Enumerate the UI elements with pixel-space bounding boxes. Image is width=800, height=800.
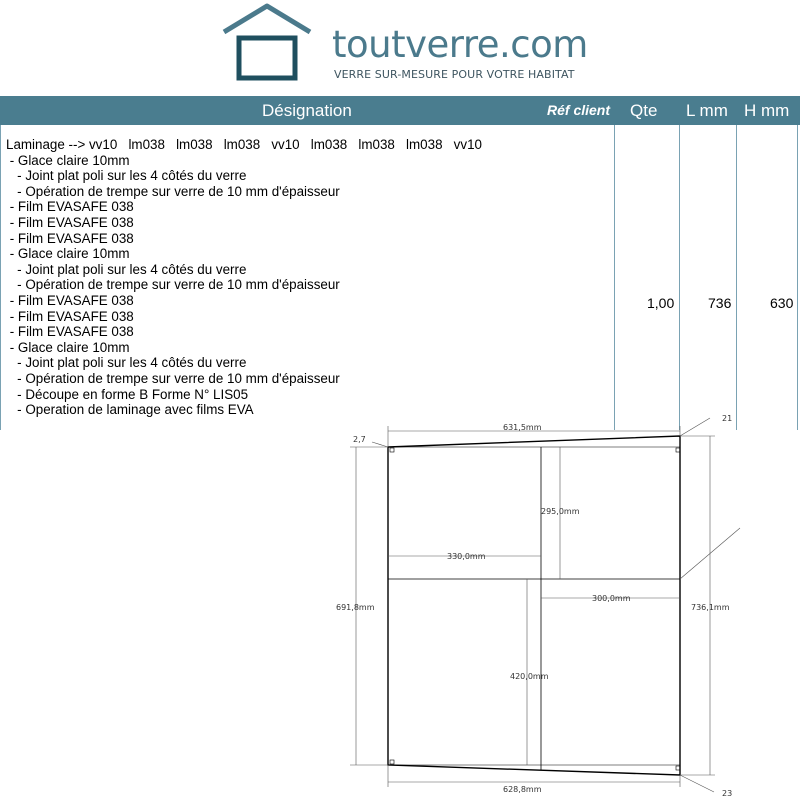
description-line: - Film EVASAFE 038	[6, 292, 134, 308]
description-line: - Film EVASAFE 038	[6, 199, 134, 215]
dim-corner-br: 23	[722, 789, 733, 798]
dim-left-height: 691,8mm	[336, 603, 375, 612]
brand-name: toutverre.com	[332, 23, 588, 66]
description-line: - Opération de trempe sur verre de 10 mm d'épaisseur	[6, 277, 340, 293]
dim-upper-section: 295,0mm	[541, 507, 580, 516]
header-l-mm: L mm	[686, 101, 728, 120]
dim-left-offset: 330,0mm	[447, 552, 486, 561]
header-ref-client: Réf client	[547, 102, 611, 118]
description-line: - Glace claire 10mm	[6, 246, 130, 262]
description-line: Laminage --> vv10 lm038 lm038 lm038 vv10 lm038 lm038 lm038 vv10	[6, 137, 482, 152]
description-line: - Film EVASAFE 038	[6, 308, 134, 324]
dim-top-width: 631,5mm	[503, 423, 542, 432]
header-h-mm: H mm	[744, 101, 790, 120]
dim-bottom-width: 628,8mm	[503, 785, 542, 794]
dim-corner-tr: 21	[722, 414, 733, 423]
description-line: - Glace claire 10mm	[6, 152, 130, 168]
quantity-value: 1,00	[647, 295, 675, 311]
dim-right-offset: 300,0mm	[592, 594, 631, 603]
description-line: - Film EVASAFE 038	[6, 324, 134, 340]
dim-corner-tl: 2,7	[353, 435, 366, 444]
description-line: - Glace claire 10mm	[6, 339, 130, 355]
brand-tagline: VERRE SUR-MESURE POUR VOTRE HABITAT	[334, 68, 575, 81]
description-line: - Opération de trempe sur verre de 10 mm d'épaisseur	[6, 183, 340, 199]
dim-lower-section: 420,0mm	[510, 672, 549, 681]
glass-outline	[388, 436, 680, 775]
description-line: - Joint plat poli sur les 4 côtés du verre	[6, 261, 247, 277]
description-line: - Joint plat poli sur les 4 côtés du verre	[6, 168, 247, 184]
description-line: - Découpe en forme B Forme N° LIS05	[6, 386, 249, 402]
description-line: - Opération de trempe sur verre de 10 mm d'épaisseur	[6, 370, 340, 386]
height-value: 630	[770, 295, 794, 311]
header-qte: Qte	[630, 101, 658, 120]
description-line: - Operation de laminage avec films EVA	[6, 402, 254, 418]
length-value: 736	[708, 295, 732, 311]
description-line: - Film EVASAFE 038	[6, 230, 134, 246]
description-line: - Film EVASAFE 038	[6, 214, 134, 230]
header-designation: Désignation	[262, 101, 352, 120]
dim-right-height: 736,1mm	[691, 603, 730, 612]
description-line: - Joint plat poli sur les 4 côtés du verre	[6, 355, 247, 371]
